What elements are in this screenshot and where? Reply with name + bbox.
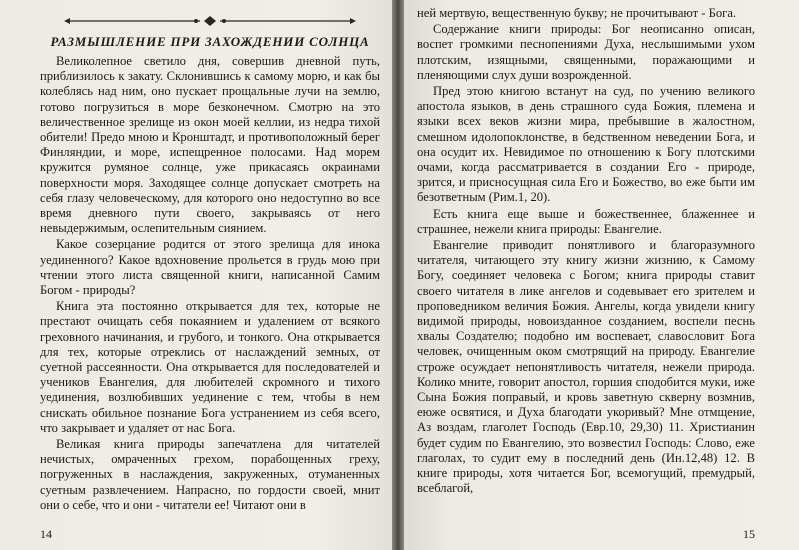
- header-ornament-icon: [60, 15, 360, 27]
- paragraph: Пред этою книгою встанут на суд, по учению великого апостола языков, в день страшного суда Божия, племена и языки всех веков жизни мира, пребывшие в жалостном, смешном идолопоклонстве, в бедственном неведении Бога, и она осудит их. Невидимое по отношению к Богу плотскими очами, когда рассматривается в создании Его - природе, зрится, и присносущная сила Его и Божество, во еже быти им безответным (Рим.1, 20).: [417, 84, 755, 205]
- paragraph: Есть книга еще выше и божественнее, блаженнее и страшнее, нежели книга природы: Евангелие.: [417, 206, 755, 236]
- right-text-body: [417, 6, 755, 497]
- paragraph: ней мертвую, вещественную букву; не прочитывают - Бога.: [417, 6, 737, 20]
- paragraph: Книга эта постоянно открывается для тех, которые не престают очищать себя покаянием и удалением от всякого греховного начинания, и грубого, и тонкого. Она открывается для тех, которые отреклись от наслаждений земных, от суетной рассеянности. Она открывается для последователей и учеников Евангелия, для любителей скромного и тихого уединения, возлюбивших уединение с тем, чтобы в нем снискать обильное познание Бога устранением из себя всего, что закрывает и удаляет от нас Бога.: [40, 299, 380, 435]
- paragraph: Евангелие приводит понятливого и благоразумного читателя, читающего эту книгу жизни жизнию, к Самому Богу, соединяет человека с Богом; книга природы ставит своего читателя в лике ангелов и содевывает его зрителем и проповедником величия Божия. Ангелы, когда увидели книгу видимой природы, новоизданное созданием, воспели песнь хвалы Создателю; подобно им воспевает, славословит Бога человек, очищенным оком смотрящий на природу. Евангелие строже осуждает непонятливость читателя, нежели природа. Колико мните, говорит апостол, горшия сподобится муки, иже Сына Божия поправый, и кровь заветную скверну возмнив, еюже освятися, и Духа благодати укоривый? Мне отмщение, Аз воздам, глаголет Господь (Евр.10, 29,30) 11. Христианин будет судим по Евангелию, это возвестил Господь: Слово, еже глаголах, то судит ему в последний день (Ин.12,48) 12. В книге природы, хотя читается Бог, всемогущий, премудрый, всеблагой,: [417, 238, 755, 496]
- paragraph: Содержание книги природы: Бог неописанно описан, воспет громкими песнопениями Духа, неслышимыми ухом плотским, изящными, священными, поражающими и пленяющими слух души возрожденной.: [417, 22, 755, 82]
- page-number: 15: [743, 527, 755, 541]
- chapter-heading: РАЗМЫШЛЕНИЕ ПРИ ЗАХОЖДЕНИИ СОЛНЦА: [50, 34, 370, 49]
- left-text-body: [40, 54, 380, 513]
- paragraph: Какое созерцание родится от этого зрелища для инока уединенного? Какое вдохновение прольется в грудь мою при чтении этого листа священной книги, написанной Самим Богом - природы?: [40, 237, 380, 298]
- page-number: 14: [40, 527, 52, 541]
- paragraph: Великолепное светило дня, совершив дневной путь, приблизилось к закату. Склонившись к самому морю, и как бы колеблясь над ним, оно пускает прощальные лучи на землю, готово погрузиться в море безконечном. Смотрю на это величественное зрелище из окон моей келлии, из недра тихой обители! Предо мною и Кронштадт, и противоположный берег Финляндии, и море, испещренное полосами. Над морем кружится румяное солнце, уже прикасаясь окраинами поверхности моря. Заходящее солнце допускает смотреть на себя глазу человеческому, для которого оно недоступно во все время дневного пути своего, закрываясь от него невыдержимым, ослепительным сиянием.: [40, 54, 380, 236]
- book-gutter: [392, 0, 404, 550]
- paragraph: Великая книга природы запечатлена для читателей нечистых, омраченных грехом, порабощенных греху, погруженных в наслаждения, закруженных, отуманенных суетным развлечением. Напрасно, по гордости своей, мнит они о себе, что и они - читатели ее! Читают они в: [40, 437, 380, 512]
- left-page: [0, 0, 392, 550]
- right-page: [404, 0, 799, 550]
